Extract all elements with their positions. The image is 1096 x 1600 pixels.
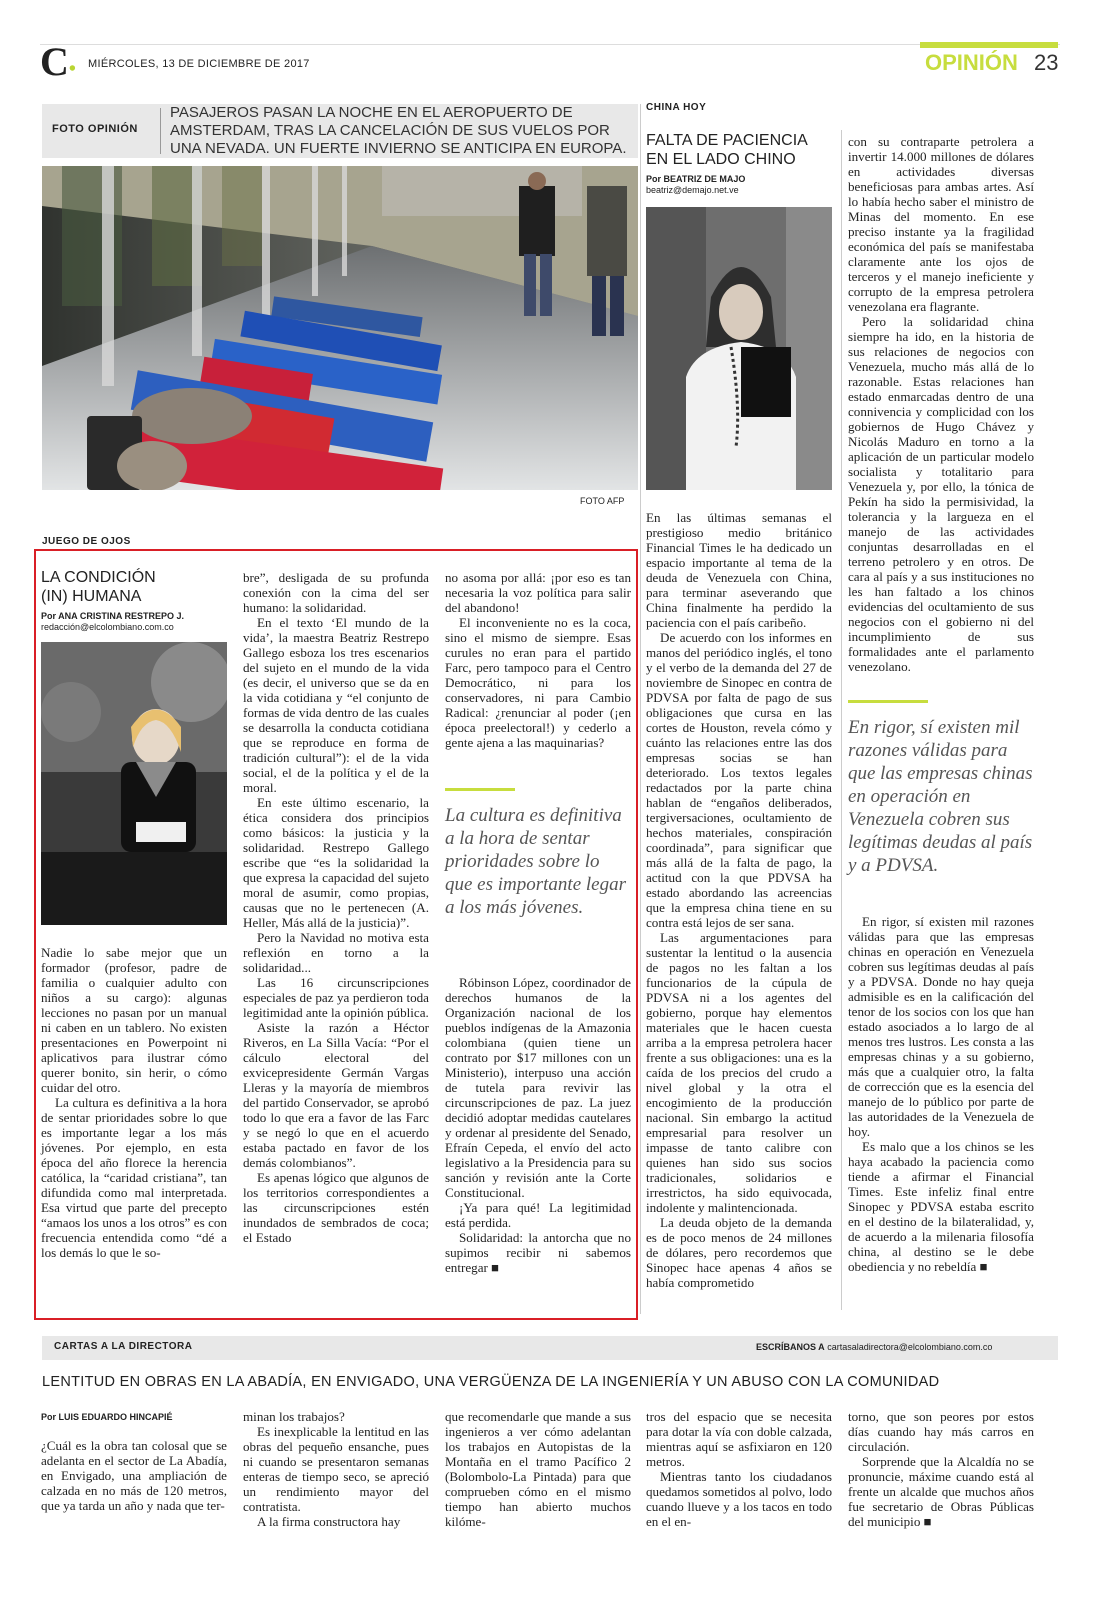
title-line: LA CONDICIÓN	[41, 569, 156, 586]
paragraph: Pero la Navidad no motiva esta reflexión en torno a la solidaridad...	[243, 930, 429, 975]
paragraph: La deuda objeto de la demanda es de poco menos de 24 millones de dólares, pero recordemos que Sinopec hace apenas 4 años se había comprometido	[646, 1215, 832, 1290]
article-column	[41, 945, 227, 1260]
paragraph: tros del espacio que se necesita para dotar la vía con doble calzada, mientras aquí se asfixiaron en 120 metros.	[646, 1409, 832, 1469]
paragraph: Pero la solidaridad china siempre ha ido, en la historia de sus relaciones de negocios con Venezuela, mucho más allá de lo razonable. Estas relaciones han estado enmarcadas dentro de una connivencia y complicidad con los gobiernos de Hugo Chávez y Nicolás Maduro en torno a la aplicación de un particular modelo socialista y totalitario para Venezuela y, por ello, la tónica de Pekín ha sido la permisividad, la tolerancia y la largueza en el manejo de las actividades conjuntas desarrolladas en el terreno petrolero y en otros. De cara al país y a sus instituciones no les han faltado a los chinos evidencias del ocultamiento de sus negocios con el gobierno ni del incumplimiento de sus formalidades ante el parlamento venezolano.	[848, 314, 1034, 674]
section-accent-bar	[920, 42, 1058, 48]
title-line: FALTA DE PACIENCIA	[646, 132, 808, 149]
author-email: redacción@elcolombiano.com.co	[41, 622, 174, 632]
paragraph: que recomendarle que mande a sus ingenieros a ver cómo adelantan los trabajos en Autopistas de la Montaña en el tramo Pacífico 2 (Bolombolo-La Pintada) para que comprueben cómo en el mismo tiempo han abierto muchos kilóme-	[445, 1409, 631, 1529]
letter-column	[646, 1409, 832, 1529]
caption-divider	[160, 108, 161, 154]
paragraph: torno, que son peores por estos días cuando hay más carros en circulación.	[848, 1409, 1034, 1454]
newspaper-logo: C•	[40, 39, 76, 84]
paragraph: El inconveniente no es la coca, sino el mismo de siempre. Esas curules no eran para el partido Farc, pero tampoco para el Centro Democrático, ni para los conservadores, ni para Cambio Radical: ¿renunciar al poder (¡en época preelectoral!) y cederlo a gente ajena a las maquinarias?	[445, 615, 631, 750]
pullquote-accent	[848, 700, 928, 703]
section-name: OPINIÓN	[925, 50, 1018, 75]
letter-column	[445, 1409, 631, 1529]
paragraph: Las argumentaciones para sustentar la lentitud o la ausencia de pagos no les faltan a los funcionarios de la cúpula de PDVSA ni a los agentes del gobierno, porque hay elementos materiales que le hacen cuesta arriba a la empresa petrolera hacer frente a sus obligaciones: una es la caída de los precios del crudo a nivel global y la otra el encogimiento de la producción nacional. Sin embargo la actitud empresarial para resolver un impasse de tanto calibre con quienes han sido sus socios tradicionales, solidarios e irrestrictos, ha sido equivocada, indolente y malintencionada.	[646, 930, 832, 1215]
paragraph: Nadie lo sabe mejor que un formador (profesor, padre de familia o cualquier adulto con niños a su cargo): algunas lecciones no pasan por un manual ni caben en un tablero. No existen presentaciones en Powerpoint ni aplicativos para ilustrar cómo querer bonito, sin herir, o cómo cuidar del otro.	[41, 945, 227, 1095]
letter-column	[848, 1409, 1034, 1529]
airport-photo	[42, 166, 638, 490]
paragraph: bre”, desligada de su profunda conexión con la cima del ser humano: la solidaridad.	[243, 570, 429, 615]
letter-column	[243, 1409, 429, 1529]
pullquote-accent	[445, 788, 515, 791]
paragraph: Es inexplicable la lentitud en las obras del pequeño ensanche, pues ni cuando se presentaron semanas enteras de tiempo seco, se apreció un rendimiento mayor del contratista.	[243, 1424, 429, 1514]
author-byline: Por BEATRIZ DE MAJO	[646, 174, 746, 184]
title-line: (IN) HUMANA	[41, 588, 142, 605]
photo-credit: FOTO AFP	[580, 496, 625, 506]
paragraph: Asiste la razón a Héctor Riveros, en La Silla Vacía: “Por el cálculo electoral del exvicepresidente Germán Vargas Lleras y la mayoría de miembros del partido Conservador, se aprobó todo lo que era a favor de las Farc y se negó lo que en el acuerdo estaba pactado en favor de los demás colombianos”.	[243, 1020, 429, 1170]
author-byline: Por ANA CRISTINA RESTREPO J.	[41, 611, 185, 621]
paragraph: Las 16 circunscripciones especiales de paz ya perdieron toda legitimidad ante la opinión pública.	[243, 975, 429, 1020]
letter-column	[41, 1438, 227, 1513]
letters-email[interactable]: cartasaladirectora@elcolombiano.com.co	[827, 1342, 993, 1352]
paragraph: Solidaridad: la antorcha que no supimos recibir ni sabemos entregar ■	[445, 1230, 631, 1275]
letter-title: LENTITUD EN OBRAS EN LA ABADÍA, EN ENVIGADO, UNA VERGÜENZA DE LA INGENIERÍA Y UN ABUSO CON LA COMUNIDAD	[42, 1374, 940, 1390]
article-column	[848, 914, 1034, 1274]
author-photo	[646, 207, 832, 490]
paragraph: La cultura es definitiva a la hora de sentar prioridades sobre lo que es importante legar a los más jóvenes. Por ejemplo, en esta época del año florece la herencia católica, la “caridad cristiana”, tan difundida como mal interpretada. Esa virtud que parte del precepto “amaos los unos a los otros” es con frecuencia entendida como “dé a los demás lo que le so-	[41, 1095, 227, 1260]
paragraph: Es malo que a los chinos se les haya acabado la paciencia como tiende a afirmar el Financial Times. Este infeliz final entre Sinopec y PDVSA estaba escrito en el destino de la bilateralidad, y, de acuerdo a la milenaria filosofía china, al destino se le debe obediencia y no rebeldía ■	[848, 1139, 1034, 1274]
section-label: JUEGO DE OJOS	[42, 536, 131, 547]
paragraph: En rigor, sí existen mil razones válidas para que las empresas chinas en operación en Venezuela cobren sus legítimas deudas al país y a PDVSA. Donde no hay queja admisible es en la calificación del tenor de los socios con los que han estado asociados a lo largo de al menos tres lustros. Les consta a las empresas chinas y a su gobierno, más que a cualquier otro, la falta de corrección que es la esencia del manejo de lo público por parte de las autoridades de la Venezuela de hoy.	[848, 914, 1034, 1139]
section-label: CHINA HOY	[646, 102, 707, 113]
pull-quote: En rigor, sí existen mil razones válidas para que las empresas chinas en operación en Venezuela cobren sus legítimas deudas al país y a PDVSA.	[848, 717, 1033, 876]
page-number: 23	[1034, 50, 1059, 75]
pull-quote: La cultura es definitiva a la hora de sentar prioridades sobre lo que es importante legar a los más jóvenes.	[445, 805, 627, 918]
column-divider	[841, 130, 842, 1310]
letter-byline: Por LUIS EDUARDO HINCAPIÉ	[41, 1412, 173, 1422]
photo-section-tag: FOTO OPINIÓN	[52, 123, 138, 135]
paragraph: En las últimas semanas el prestigioso medio británico Financial Times le ha dedicado un espacio importante al tema de la deuda de Venezuela con China, para terminar aseverando que China finalmente ha perdido la paciencia con el país caribeño.	[646, 510, 832, 630]
paragraph: no asoma por allá: ¡por eso es tan necesaria la voz política para salir del abandono!	[445, 570, 631, 615]
paragraph: A la firma constructora hay	[257, 1514, 401, 1529]
column-divider	[640, 104, 641, 1314]
paragraph: Mientras tanto los ciudadanos quedamos sometidos al polvo, lodo cuando llueve y a los tacos en todo en el en-	[646, 1469, 832, 1529]
issue-date: MIÉRCOLES, 13 DE DICIEMBRE DE 2017	[88, 58, 310, 70]
paragraph: ¡Ya para qué! La legitimidad está perdida.	[445, 1200, 631, 1230]
header-rule	[40, 44, 1060, 45]
paragraph: minan los trabajos?	[243, 1409, 345, 1424]
article-column	[848, 134, 1034, 674]
paragraph: De acuerdo con los informes en manos del periódico inglés, el tono y el verbo de la demanda del 27 de noviembre de Sinopec en contra de PDVSA por falta de pago de sus obligaciones que cursa en las cortes de Houston, revela cómo y cuánto las relaciones entre las dos empresas socias se han deteriorado. Los textos legales redactados por la parte china hablan de “engaños deliberados, tergiversaciones, ocultamiento de hechos materiales, conspiración coordinada”, para significar que más allá de la falta de pago, la actitud con la que PDVSA ha estado abordando las acreencias que la empresa china tiene en su contra está lejos de ser sana.	[646, 630, 832, 930]
article-title	[41, 568, 231, 606]
photo-caption: PASAJEROS PASAN LA NOCHE EN EL AEROPUERTO DE AMSTERDAM, TRAS LA CANCELACIÓN DE SUS VUELOS POR UNA NEVADA. UN FUERTE INVIERNO SE ANTICIPA EN EUROPA.	[170, 104, 627, 157]
author-email: beatriz@demajo.net.ve	[646, 185, 739, 195]
article-column	[445, 975, 631, 1275]
section-label: CARTAS A LA DIRECTORA	[54, 1341, 193, 1352]
paragraph: ¿Cuál es la obra tan colosal que se adelanta en el sector de La Abadía, en Envigado, una ampliación de calzada en no más de 120 metros, que ya tarda un año y nada que ter-	[41, 1438, 227, 1513]
article-title	[646, 131, 836, 169]
paragraph: Róbinson López, coordinador de derechos humanos de la Organización nacional de los pueblos indígenas de la Amazonia colombiana (quien tiene un contrato por $17 millones con un Ministerio), interpuso una acción de tutela para revivir las circunscripciones de paz. La juez decidió adoptar medidas cautelares y ordenar al presidente del Senado, Efraín Cepeda, el envío del acto legislativo a la Presidencia para su sanción y revisión ante la Corte Constitucional.	[445, 975, 631, 1200]
article-column	[646, 510, 832, 1290]
paragraph: Es apenas lógico que algunos de los territorios correspondientes a las circunscripciones estén inundados de sembrados de coca; el Estado	[243, 1170, 429, 1245]
letters-email-line	[756, 1342, 992, 1352]
paragraph: En este último escenario, la ética considera dos principios como básicos: la justicia y la solidaridad. Restrepo Gallego escribe que “es la solidaridad la que expresa la capacidad del sujeto moral de asumir, como propias, causas que no le pertenecen (A. Heller, Más allá de la justicia)”.	[243, 795, 429, 930]
logo-dot-icon: •	[68, 58, 76, 80]
email-label: ESCRÍBANOS A	[756, 1342, 825, 1352]
article-column	[445, 570, 631, 750]
title-line: EN EL LADO CHINO	[646, 151, 796, 168]
paragraph: En el texto ‘El mundo de la vida’, la maestra Beatriz Restrepo Gallego esboza los tres escenarios del sujeto en el mundo de la vida (es decir, el universo que se da en la vida cotidiana y “el conjunto de formas de vida dentro de las cuales se desarrolla la conducta cotidiana que se reproduce en forma de tradición cultural”): el de la vida social, el de la política y el de la moral.	[243, 615, 429, 795]
paragraph: con su contraparte petrolera a invertir 14.000 millones de dólares en actividades diversas beneficiosas para ambas artes. Así lo había hecho saber el ministro de Minas del momento. En ese preciso instante ya la fragilidad económica del país se manifestaba claramente ante los ojos de terceros y el manejo ineficiente y corrupto de la empresa petrolera venezolana era flagrante.	[848, 134, 1034, 314]
paragraph: Sorprende que la Alcaldía no se pronuncie, máxime cuando está al frente un alcalde que muchos años fue secretario de Obras Públicas del municipio ■	[848, 1454, 1034, 1529]
article-column	[243, 570, 429, 1245]
author-photo	[41, 642, 227, 925]
